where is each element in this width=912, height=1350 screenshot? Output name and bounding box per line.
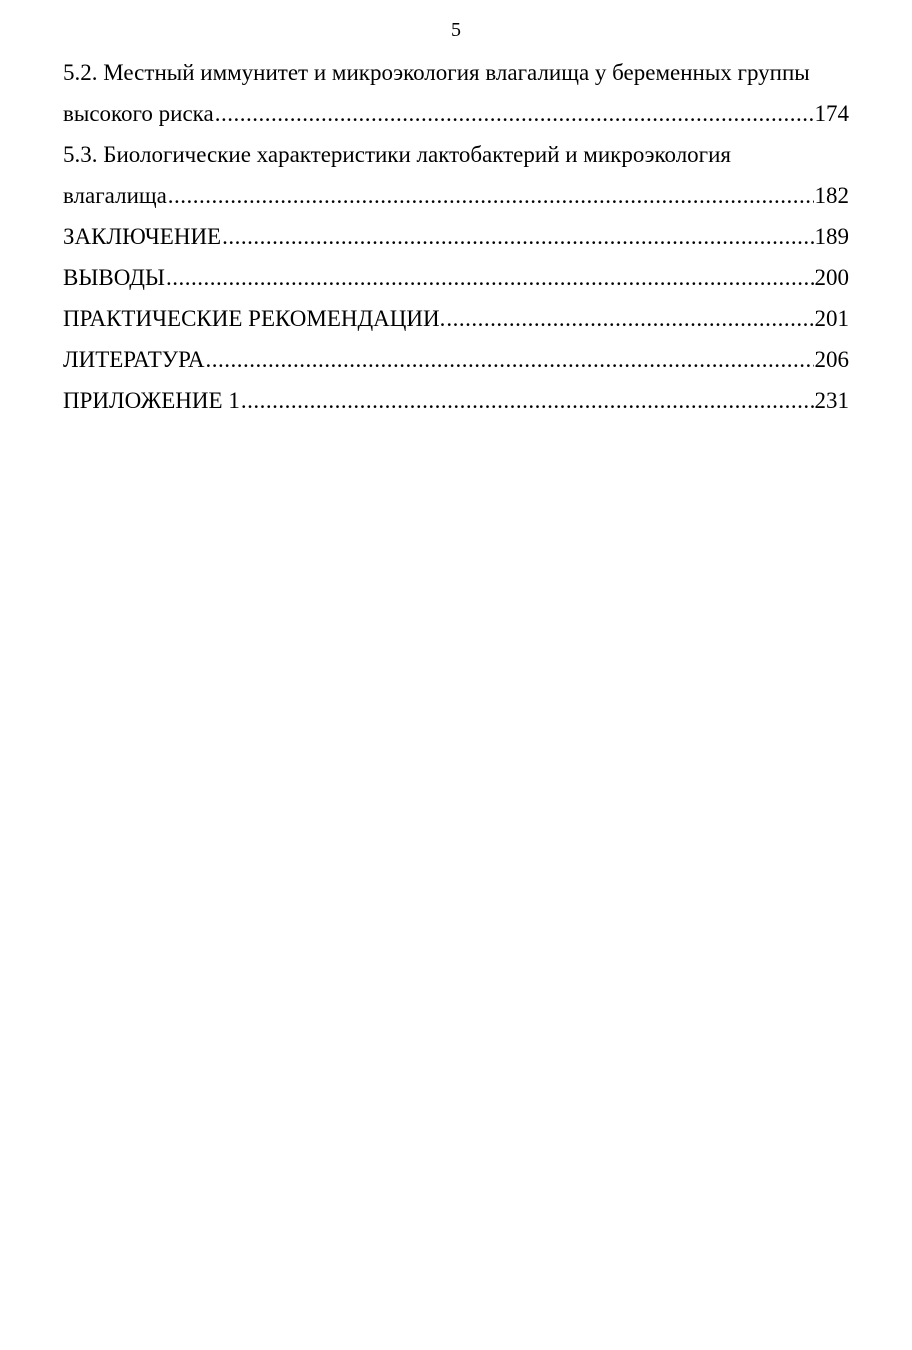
toc-page-number: 182	[814, 183, 849, 208]
toc-entry-findings[interactable]	[63, 257, 849, 298]
dot-leader	[168, 175, 814, 216]
toc-entry-5-3-title-line	[63, 134, 849, 175]
toc-entry-title: ЗАКЛЮЧЕНИЕ	[63, 224, 222, 249]
toc-entry-recommendations[interactable]	[63, 298, 849, 339]
toc-entry-title: ПРИЛОЖЕНИЕ 1	[63, 388, 240, 413]
toc-entry-title: высокого риска	[63, 101, 214, 126]
page-number: 5	[451, 19, 461, 41]
dot-leader	[446, 298, 813, 339]
dot-leader	[166, 257, 814, 298]
toc-page-number: 201	[814, 306, 849, 331]
toc-entry-title: влагалища	[63, 183, 167, 208]
dot-leader	[222, 216, 813, 257]
toc-entry-title: ВЫВОДЫ	[63, 265, 165, 290]
dot-leader	[241, 380, 814, 421]
toc-entry-references[interactable]	[63, 339, 849, 380]
toc-entry-appendix-1[interactable]	[63, 380, 849, 421]
toc-entry-title: ПРАКТИЧЕСКИЕ РЕКОМЕНДАЦИИ.	[63, 306, 446, 331]
dot-leader	[206, 339, 814, 380]
toc-entry-title: 5.3. Биологические характеристики лактобактерий и микроэкология	[63, 142, 731, 167]
toc-entry-5-2[interactable]	[63, 93, 849, 134]
toc-entry-conclusion[interactable]	[63, 216, 849, 257]
toc-entry-5-3[interactable]	[63, 175, 849, 216]
toc-page-number: 174	[814, 101, 849, 126]
toc-page-number: 200	[814, 265, 849, 290]
toc-page-number: 189	[814, 224, 849, 249]
toc-page-number: 231	[814, 388, 849, 413]
toc-entry-title: ЛИТЕРАТУРА	[63, 347, 205, 372]
toc-page-number: 206	[814, 347, 849, 372]
table-of-contents	[63, 52, 849, 421]
toc-entry-5-2-title-line	[63, 52, 849, 93]
dot-leader	[215, 93, 814, 134]
toc-entry-title: 5.2. Местный иммунитет и микроэкология влагалища у беременных группы	[63, 60, 810, 85]
